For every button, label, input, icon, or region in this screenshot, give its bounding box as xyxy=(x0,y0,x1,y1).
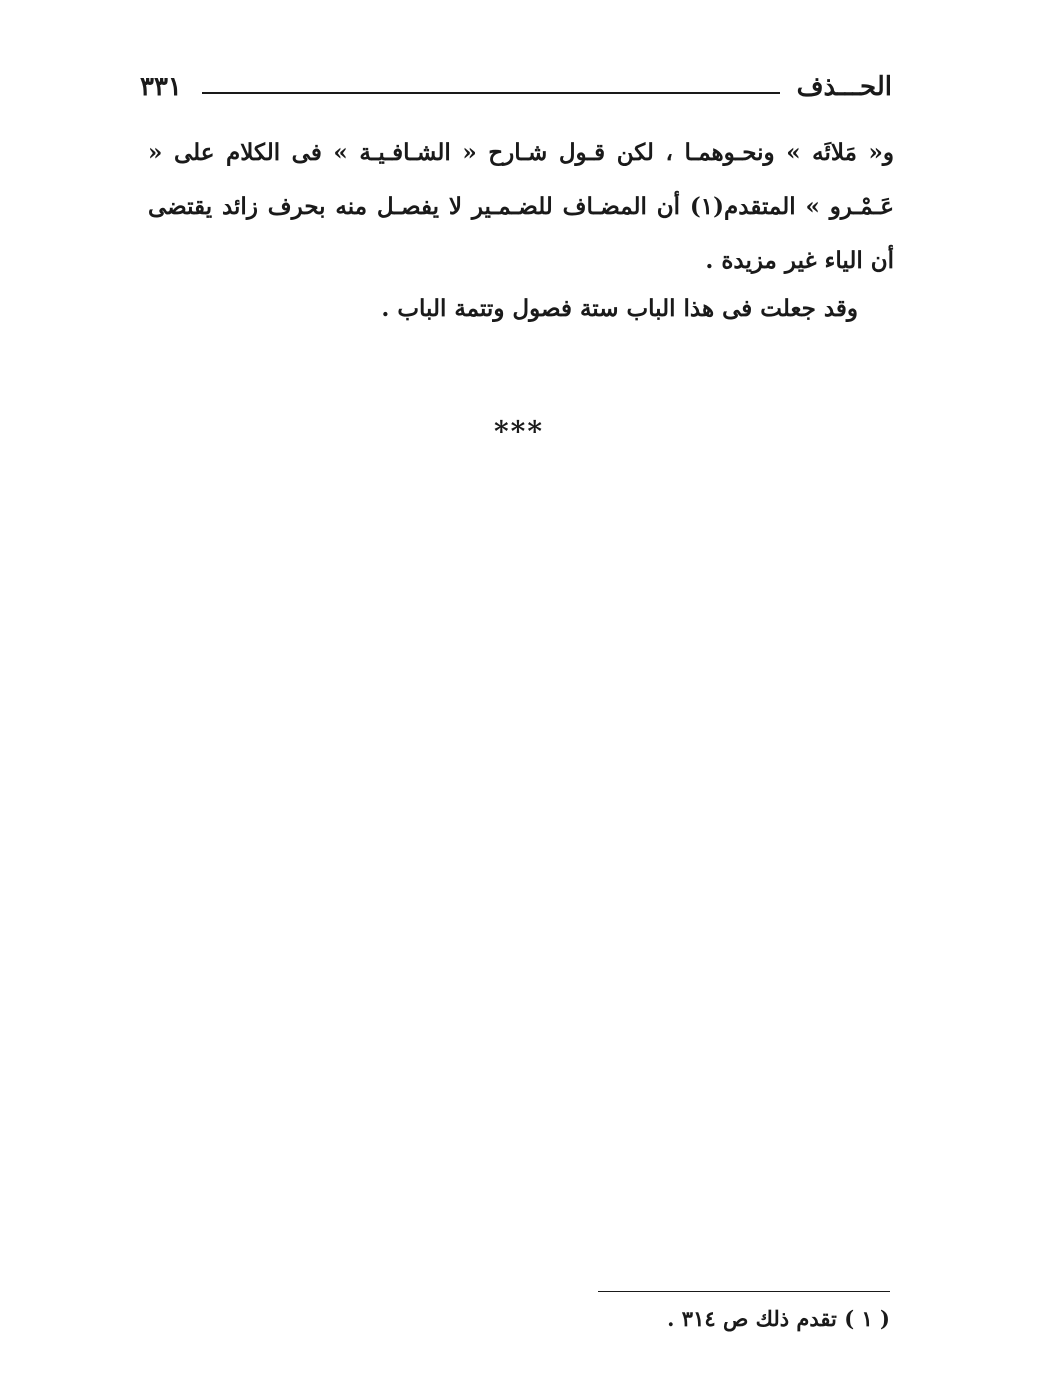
page-number: ٣٣١ xyxy=(140,72,182,102)
page-header xyxy=(140,70,892,110)
footnote: ( ١ ) تقدم ذلك ص ٣١٤ . xyxy=(667,1306,890,1331)
body-paragraph-1 xyxy=(148,126,894,288)
paragraph-text: و« مَلائَه » ونحـوهمـا ، لكن قـول شـارح « الشـافـيـة » فى الكلام على « عَـمْـرو » المتقدم(١) أن المضـاف للضـمـير لا يفصـل منه بحرف زائد يقتضى أن الياء غير مزيدة . xyxy=(148,139,894,274)
section-separator: *** xyxy=(494,415,544,448)
paragraph-text: وقد جعلت فى هذا الباب ستة فصول وتتمة الباب . xyxy=(381,295,858,322)
footnote-rule xyxy=(598,1291,890,1292)
body-paragraph-2 xyxy=(148,282,858,336)
running-title: الحـــذف xyxy=(796,72,892,102)
header-rule xyxy=(202,92,780,94)
